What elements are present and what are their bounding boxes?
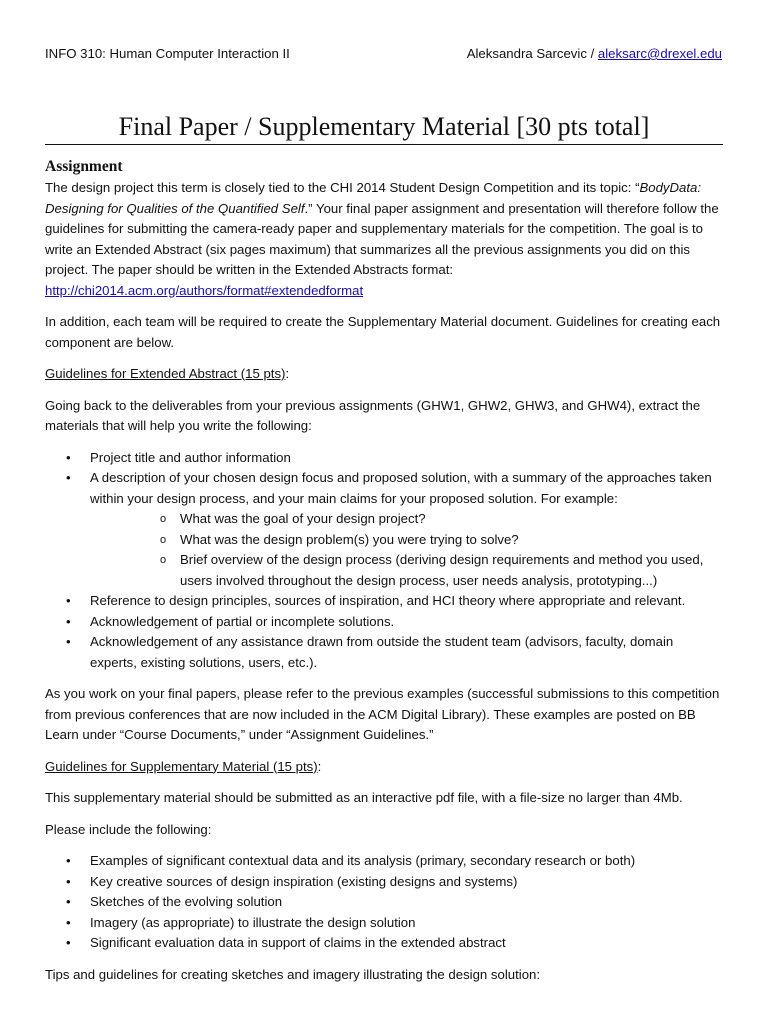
bullet-icon: • bbox=[66, 634, 71, 649]
bullet-icon: • bbox=[66, 935, 71, 950]
instructor-name: Aleksandra Sarcevic / bbox=[466, 46, 595, 61]
list-item: • Significant evaluation data in support of claims in the extended abstract bbox=[45, 933, 723, 954]
examples-paragraph: As you work on your final papers, please refer to the previous examples (successful submissions to this competition from previous conferences that are now included in the ACM Digital Library). These examples are posted on BB Learn under “Course Documents,” under “Assignment Guidelines.” bbox=[45, 686, 720, 742]
sub-list-item: o What was the design problem(s) you were trying to solve? bbox=[90, 530, 723, 551]
course-name: INFO 310: Human Computer Interaction II bbox=[45, 46, 290, 61]
list-item: • Sketches of the evolving solution bbox=[45, 892, 723, 913]
assignment-text-b: .” Your final paper assignment and presentation will therefore follow the guidelines for submitting the camera-ready paper and supplementary materials for the competition. The goal is to write an Extended Abstract (six pages maximum) that summarizes all the previous assignments you did on this project. The paper should be written in the Extended Abstracts format: bbox=[45, 200, 719, 277]
extended-abstract-heading: Guidelines for Extended Abstract (15 pts): bbox=[45, 366, 290, 381]
list-item: • Imagery (as appropriate) to illustrate the design solution bbox=[45, 913, 723, 934]
bullet-icon: • bbox=[66, 914, 71, 930]
sub-list-item: o Brief overview of the design process (deriving design requirements and method you used, users involved throughout the design process, user needs analysis, prototyping...) bbox=[160, 552, 704, 588]
bullet-icon: • bbox=[66, 853, 71, 868]
list-item: • Reference to design principles, sources of inspiration, and HCI theory where appropriate and relevant. bbox=[45, 591, 723, 612]
format-link[interactable]: http://chi2014.acm.org/authors/format#extendedformat bbox=[45, 282, 364, 298]
document-title: Final Paper / Supplementary Material [30 pts total] bbox=[118, 112, 650, 141]
sub-bullet-icon: o bbox=[160, 513, 167, 525]
sub-bullet-icon: o bbox=[160, 554, 167, 566]
title-divider bbox=[45, 144, 723, 145]
instructor-email-link[interactable]: aleksarc@drexel.edu bbox=[597, 46, 722, 61]
assignment-paragraph-1 bbox=[45, 178, 723, 301]
supplementary-intro: This supplementary material should be submitted as an interactive pdf file, with a file-size no larger than 4Mb. bbox=[45, 790, 683, 805]
supplementary-heading: Guidelines for Supplementary Material (15 pts): bbox=[45, 758, 322, 774]
supplementary-list bbox=[45, 851, 723, 954]
extended-abstract-list bbox=[45, 448, 723, 674]
assignment-paragraph-2: In addition, each team will be required to create the Supplementary Material document. Guidelines for creating each component are below. bbox=[45, 314, 721, 350]
bullet-icon: • bbox=[66, 449, 71, 465]
document-body bbox=[45, 156, 723, 996]
sub-bullet-icon: o bbox=[160, 533, 167, 546]
supplementary-include: Please include the following: bbox=[45, 821, 212, 837]
bullet-icon: • bbox=[66, 613, 71, 629]
sub-list-item: o What was the goal of your design project? bbox=[90, 509, 723, 530]
extended-abstract-intro: Going back to the deliverables from your previous assignments (GHW1, GHW2, GHW3, and GHW4), extract the materials that will help you write the following: bbox=[45, 397, 701, 433]
list-item: • A description of your chosen design focus and proposed solution, with a summary of the approaches taken within your design process, and your main claims for your proposed solution. For example: o What was the goal of your design project? o What was the design problem(s) you were trying to solve? o Brief overview of the design process (deriving design requirements and method you used, users involved throughout the design process, user needs analysis, prototyping...) bbox=[45, 468, 723, 591]
list-item: • Acknowledgement of any assistance drawn from outside the student team (advisors, faculty, domain experts, existing solutions, users, etc.). bbox=[66, 634, 674, 670]
instructor-info bbox=[467, 46, 722, 61]
list-item: • Examples of significant contextual data and its analysis (primary, secondary research or both) bbox=[45, 851, 723, 872]
bullet-icon: • bbox=[66, 894, 71, 909]
competition-topic: BodyData: Designing for Qualities of the Quantified Self bbox=[45, 180, 702, 216]
sub-list bbox=[90, 509, 723, 591]
list-item: • Project title and author information bbox=[45, 448, 723, 469]
bullet-icon: • bbox=[66, 593, 71, 608]
bullet-icon: • bbox=[66, 873, 71, 889]
list-item: • Acknowledgement of partial or incomplete solutions. bbox=[45, 612, 723, 633]
list-item: • Key creative sources of design inspiration (existing designs and systems) bbox=[45, 872, 723, 893]
tips-paragraph: Tips and guidelines for creating sketches and imagery illustrating the design solution: bbox=[45, 966, 541, 982]
assignment-heading: Assignment bbox=[45, 158, 123, 175]
bullet-icon: • bbox=[66, 470, 71, 485]
assignment-text-a: The design project this term is closely tied to the CHI 2014 Student Design Competition and its topic: “ bbox=[45, 180, 640, 195]
